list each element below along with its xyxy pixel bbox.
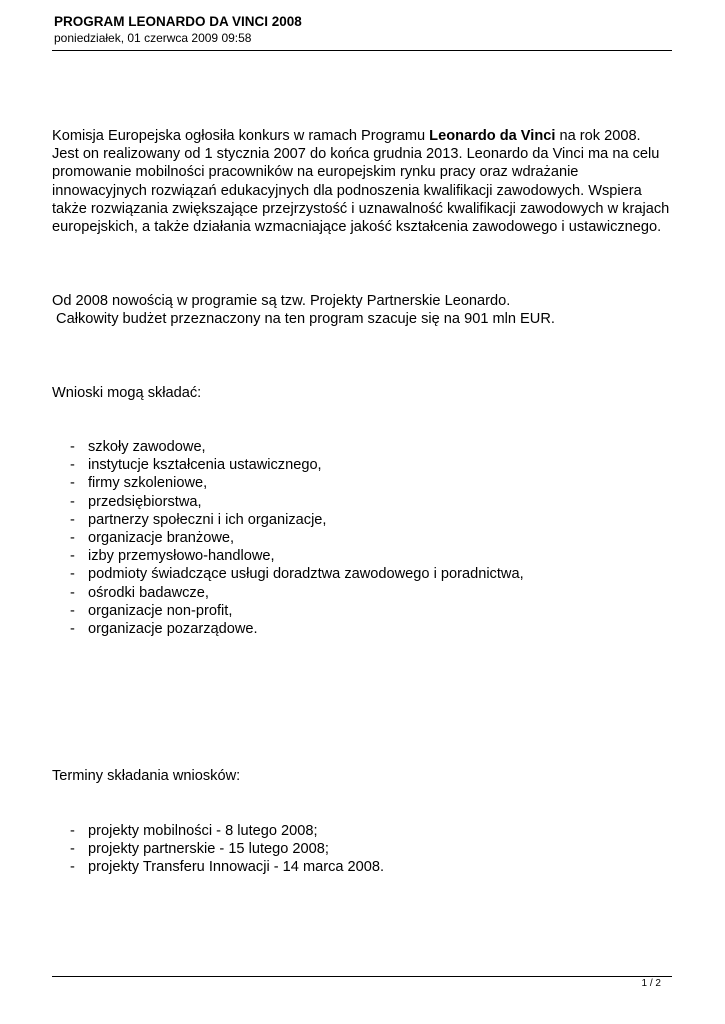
list-dash: -: [70, 566, 75, 583]
list-item: - przedsiębiorstwa,: [70, 493, 202, 510]
list-dash: -: [70, 493, 75, 510]
deadlines-heading: Terminy składania wniosków:: [52, 768, 241, 784]
list-dash: -: [70, 457, 75, 474]
intro-text-start: Komisja Europejska ogłosiła konkurs w ramach Programu: [52, 128, 430, 144]
intro-line: promowanie mobilności pracowników na europejskim rynku pracy oraz wdrażanie: [52, 164, 579, 181]
intro-paragraph: [52, 127, 677, 236]
intro-text-end: na rok 2008.: [555, 128, 641, 144]
applicants-list: [52, 438, 672, 638]
list-dash: -: [70, 548, 75, 565]
list-item: - ośrodki badawcze,: [70, 584, 209, 601]
list-item: - projekty Transferu Innowacji - 14 marca 2008.: [70, 859, 385, 876]
list-item: - organizacje branżowe,: [70, 530, 235, 547]
novelty-line: Od 2008 nowością w programie są tzw. Projekty Partnerskie Leonardo.: [52, 293, 511, 309]
list-dash: -: [70, 511, 75, 528]
applicants-heading: Wnioski mogą składać:: [52, 385, 202, 401]
list-item: - podmioty świadczące usługi doradztwa zawodowego i poradnictwa,: [70, 566, 524, 583]
program-name: Leonardo da Vinci: [429, 128, 556, 144]
list-item: - projekty mobilności - 8 lutego 2008;: [70, 823, 318, 839]
list-dash: -: [70, 621, 75, 638]
list-item: - szkoły zawodowe,: [70, 439, 206, 455]
intro-line: innowacyjnych rozwiązań edukacyjnych dla podnoszenia kwalifikacji zawodowych. Wspiera: [52, 182, 642, 199]
budget-line: Całkowity budżet przeznaczony na ten program szacuje się na 901 mln EUR.: [52, 311, 555, 328]
document-date: poniedziałek, 01 czerwca 2009 09:58: [54, 31, 252, 45]
deadlines-list: [52, 822, 672, 877]
page-number: 1 / 2: [641, 978, 661, 989]
list-dash: -: [70, 439, 75, 455]
list-item: - organizacje pozarządowe.: [70, 621, 258, 638]
document-header: [54, 14, 672, 46]
intro-line: także rozwiązania zwiększające przejrzystość i uznawalność kwalifikacji zawodowych w krajach: [52, 200, 670, 217]
list-dash: -: [70, 584, 75, 601]
footer-divider: [52, 976, 672, 977]
intro-line: europejskich, a także działania wzmacniające jakość kształcenia zawodowego i ustawicznego.: [52, 219, 662, 236]
novelty-paragraph: [52, 292, 677, 328]
header-divider: [52, 50, 672, 51]
list-item: - projekty partnerskie - 15 lutego 2008;: [70, 841, 329, 858]
document-title: PROGRAM LEONARDO DA VINCI 2008: [54, 14, 302, 29]
list-dash: -: [70, 841, 75, 858]
list-item: - izby przemysłowo-handlowe,: [70, 548, 275, 565]
list-dash: -: [70, 530, 75, 547]
list-item: - firmy szkoleniowe,: [70, 475, 208, 492]
list-dash: -: [70, 475, 75, 492]
list-dash: -: [70, 823, 75, 839]
list-dash: -: [70, 602, 75, 619]
list-dash: -: [70, 859, 75, 876]
list-item: - partnerzy społeczni i ich organizacje,: [70, 511, 327, 528]
intro-line: Jest on realizowany od 1 stycznia 2007 do końca grudnia 2013. Leonardo da Vinci ma na celu: [52, 146, 660, 163]
list-item: - instytucje kształcenia ustawicznego,: [70, 457, 322, 474]
list-item: - organizacje non-profit,: [70, 602, 233, 619]
